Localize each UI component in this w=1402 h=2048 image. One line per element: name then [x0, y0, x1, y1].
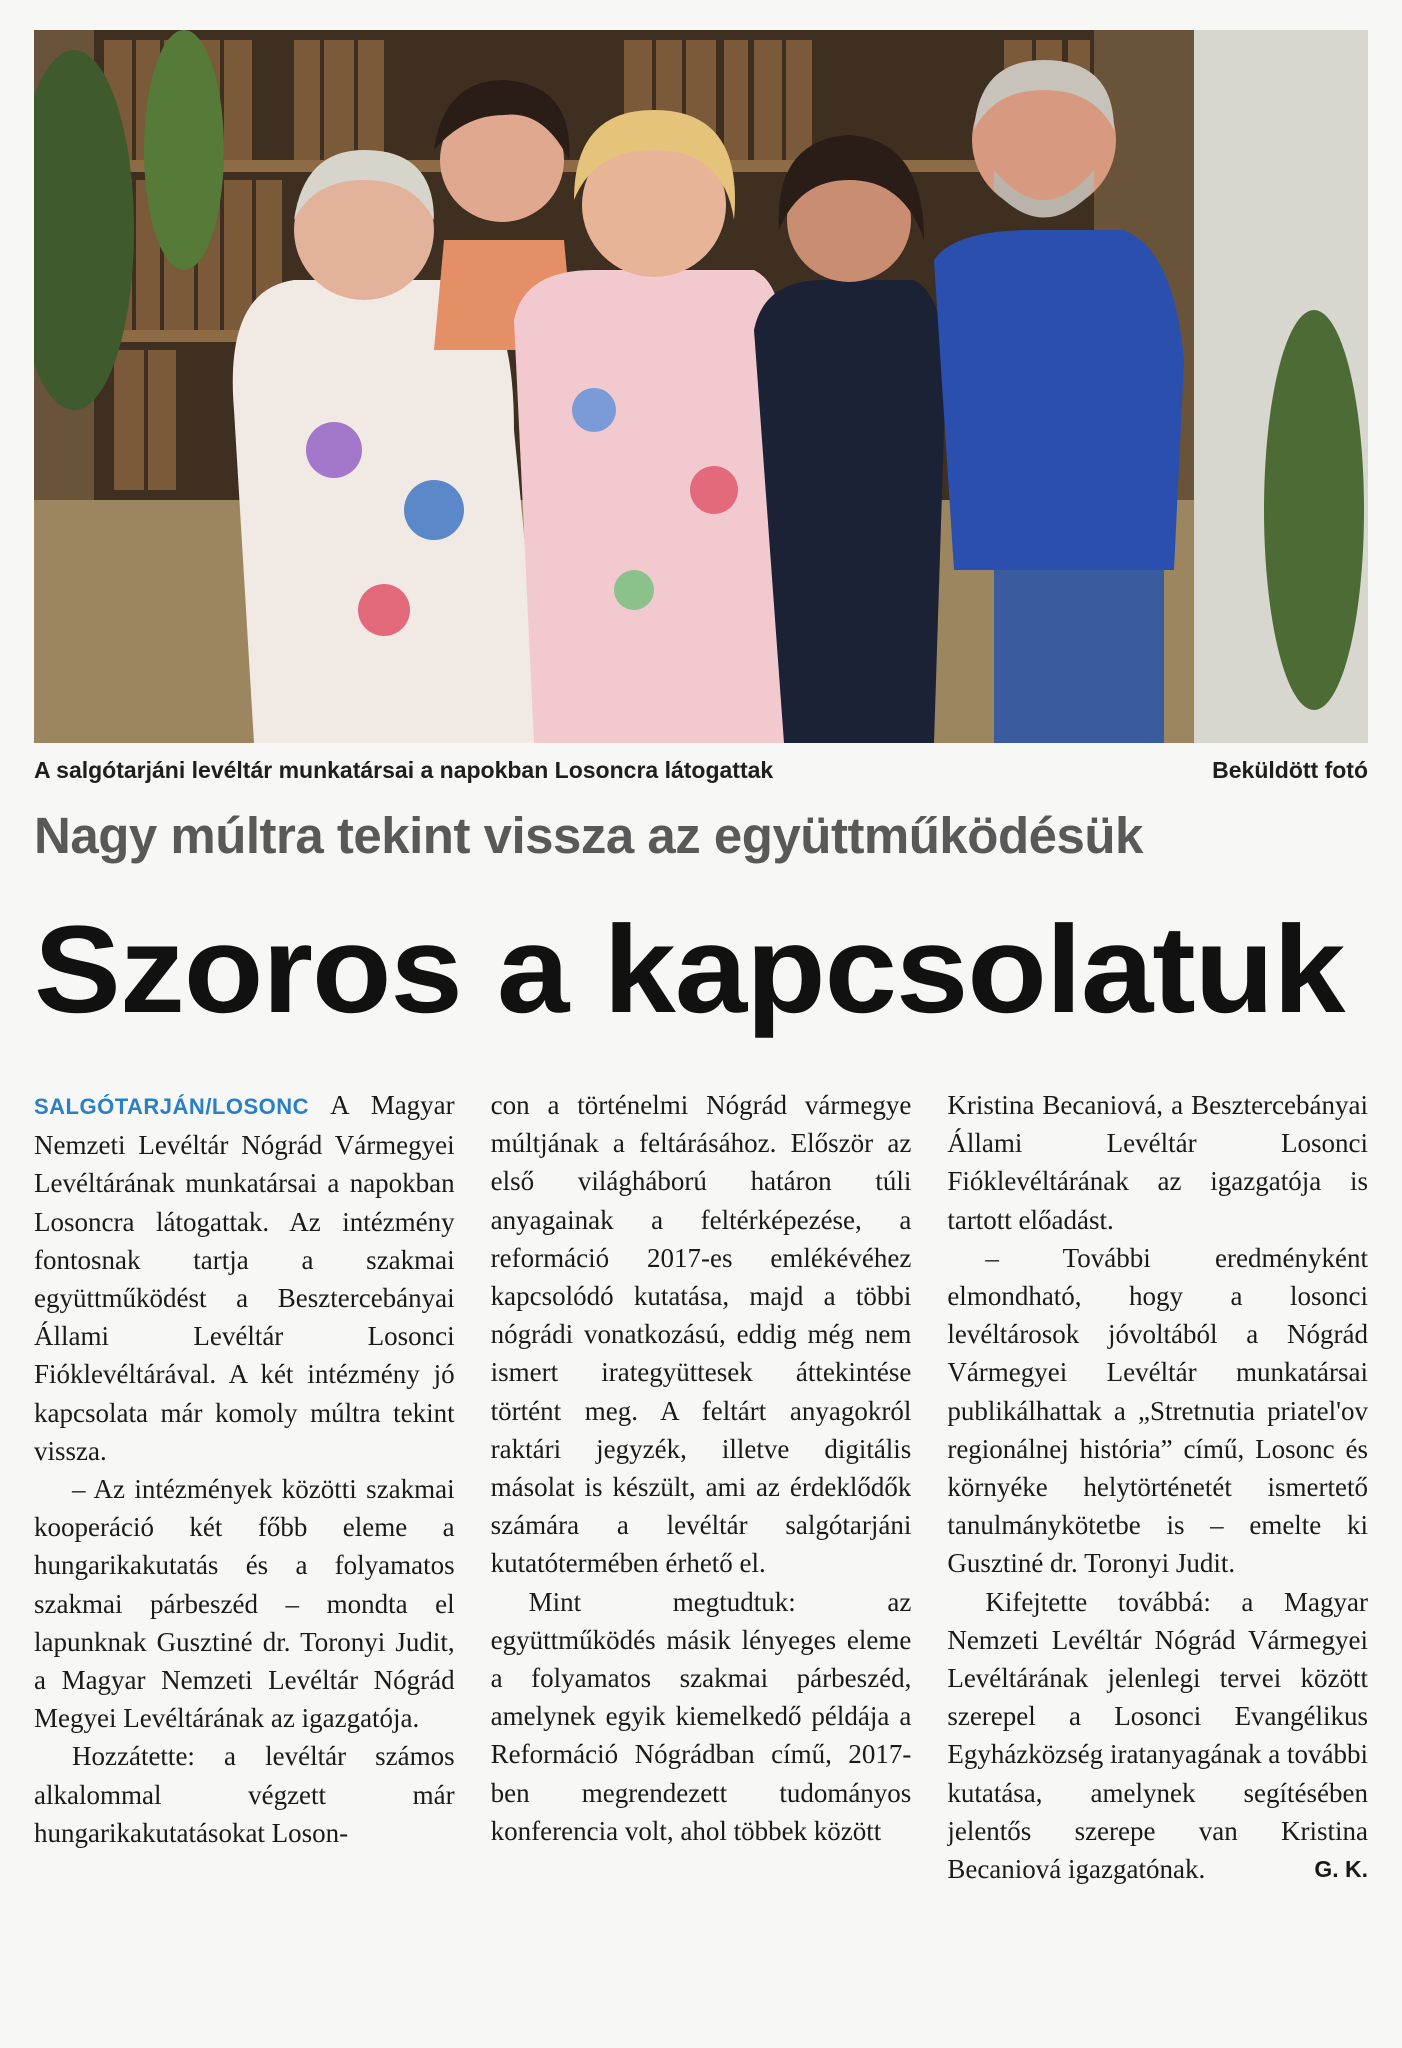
article-column-2 — [491, 1086, 912, 2016]
group-photo — [34, 30, 1368, 743]
article-body — [34, 1086, 1368, 2016]
article-paragraph: Kristina Becaniová, a Besztercebányai Állami Levéltár Losonci Fióklevéltárának az igazgatója is tartott előadást. — [947, 1090, 1368, 1235]
article-headline: Szoros a kapcsolatuk — [34, 901, 1345, 1039]
dateline: SALGÓTARJÁN/LOSONC — [34, 1094, 310, 1119]
article-subheadline: Nagy múltra tekint vissza az együttműködésük — [34, 807, 1143, 864]
plant-right — [1264, 310, 1364, 710]
article-paragraph: Kifejtette továbbá: a Magyar Nemzeti Levéltár Nógrád Vármegyei Levéltárának jelenlegi tervei között szerepel a Losonci Evangélikus Egyházközség iratanyagának a további kutatása, amelynek segítésében jelentős szerepe van Kristina Becaniová igazgatónak. G. K. — [947, 1583, 1368, 1889]
photo-caption-row — [34, 752, 1368, 788]
group-photo-image — [34, 30, 1368, 743]
article-paragraph: SALGÓTARJÁN/LOSONC A Magyar Nemzeti Levéltár Nógrád Vármegyei Levéltárának munkatársai a napokban Losoncra látogattak. Az intézmény fontosnak tartja a szakmai együttműködést a Besztercebányai Állami Levéltár Losonci Fióklevéltárával. A két intézmény jó kapcsolata már komoly múltra tekint vissza. — [34, 1090, 455, 1466]
photo-caption: A salgótarjáni levéltár munkatársai a napokban Losoncra látogattak — [34, 756, 774, 783]
article-paragraph: – További eredményként elmondható, hogy a losonci levéltárosok jóvoltából a Nógrád Vármegyei Levéltár munkatársai publikálhattak a „Stretnutia priatel'ov regionálnej história” című, Losonc és környéke helytörténetét ismertető tanulmánykötetbe is – emelte ki Gusztiné dr. Toronyi Judit. — [947, 1242, 1368, 1579]
article-paragraph: Mint megtudtuk: az együttműködés másik lényeges eleme a folyamatos szakmai párbeszéd, amelynek egyik kiemelkedő példája a Reformáció Nógrádban című, 2017-ben megrendezett tudományos konferencia volt, ahol többek között — [490, 1586, 912, 1846]
photo-credit: Beküldött fotó — [1212, 756, 1368, 783]
article-paragraph: con a történelmi Nógrád vármegye múltjának a feltárásához. Először az első világháború határon túli anyagainak a feltérképezése, a reformáció 2017-es emlékévéhez kapcsolódó kutatása, majd a többi nógrádi vonatkozású, eddig még nem ismert irategyüttesek áttekintése történt meg. A feltárt anyagokról raktári jegyzék, illetve digitális másolat is készült, ami az érdeklődők számára a levéltár salgótarjáni kutatótermében érhető el. — [490, 1090, 912, 1579]
article-paragraph: Hozzátette: a levéltár számos alkalommal végzett már hungarikakutatásokat Loson- — [34, 1741, 455, 1848]
article-column-1 — [34, 1086, 455, 2016]
article-paragraph: – Az intézmények közötti szakmai kooperáció két főbb eleme a hungarikakutatás és a folyamatos szakmai párbeszéd – mondta el lapunknak Gusztiné dr. Toronyi Judit, a Magyar Nemzeti Levéltár Nógrád Megyei Levéltárának az igazgatója. — [34, 1474, 455, 1734]
author-signature: G. K. — [1314, 1856, 1368, 1883]
article-column-3 — [947, 1086, 1368, 2016]
